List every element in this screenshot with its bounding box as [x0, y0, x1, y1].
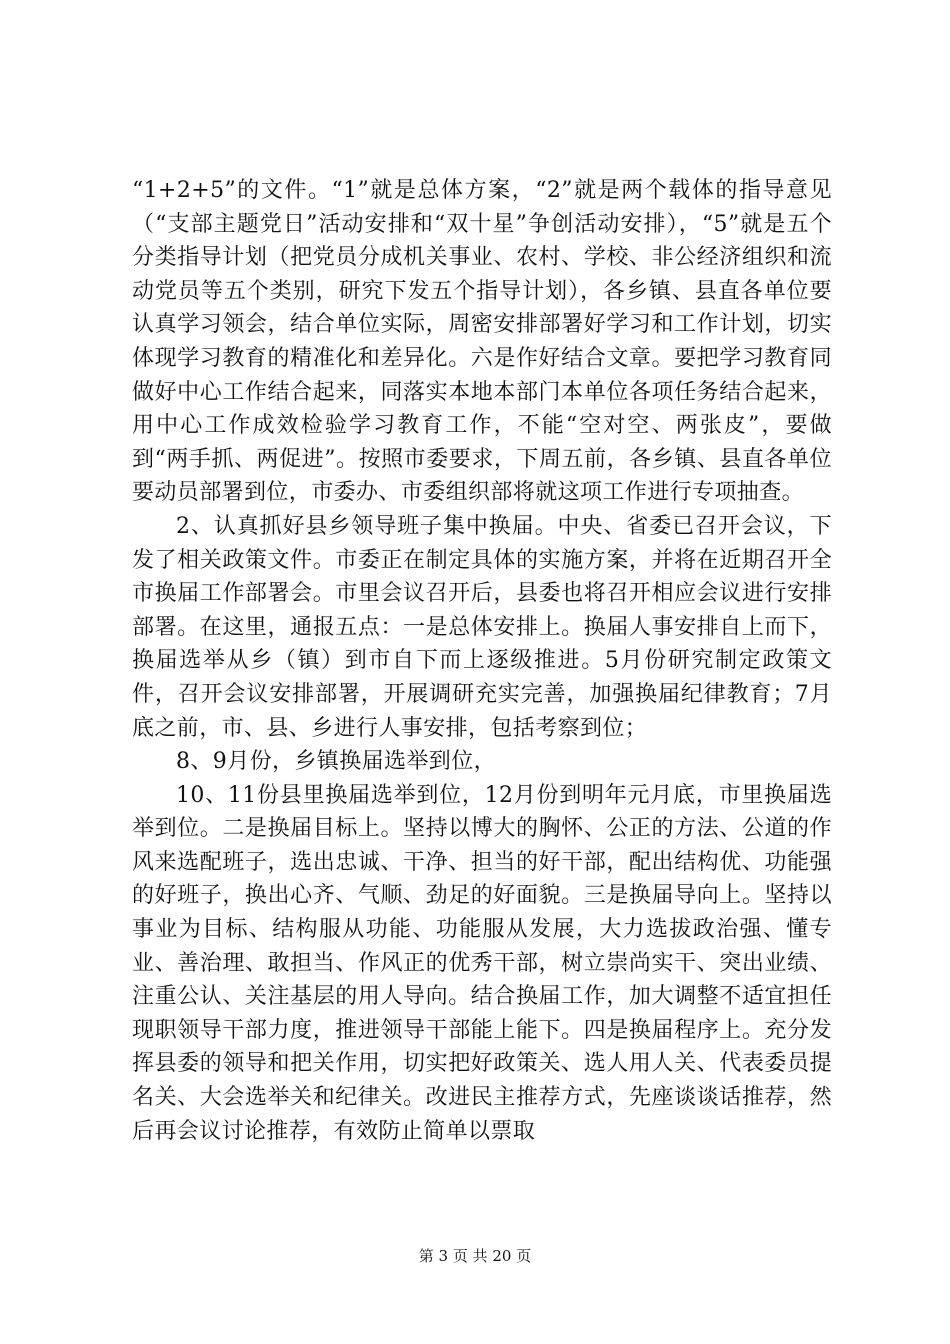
- paragraph-1: “1+2+5”的文件。“1”就是总体方案，“2”就是两个载体的指导意见（“支部主题党日”活动安排和“双十星”争创活动安排），“5”就是五个分类指导计划（把党员分成机关事业、农村、学校、非公经济组织和流动党员等五个类别，研究下发五个指导计划），各乡镇、县直各单位要认真学习领会，结合单位实际，周密安排部署好学习和工作计划，切实体现学习教育的精准化和差异化。六是作好结合文章。要把学习教育同做好中心工作结合起来，同落实本地本部门本单位各项任务结合起来，用中心工作成效检验学习教育工作，不能“空对空、两张皮”，要做到“两手抓、两促进”。按照市委要求，下周五前，各乡镇、县直各单位要动员部署到位，市委办、市委组织部将就这项工作进行专项抽查。: [132, 178, 832, 506]
- paragraph-4: 10、11份县里换届选举到位，12月份到明年元月底，市里换届选举到位。二是换届目标上。坚持以博大的胸怀、公正的方法、公道的作风来选配班子，选出忠诚、干净、担当的好干部，配出结构优、功能强的好班子，换出心齐、气顺、劲足的好面貌。三是换届导向上。坚持以事业为目标、结构服从功能、功能服从发展，大力选拔政治强、懂专业、善治理、敢担当、作风正的优秀干部，树立崇尚实干、突出业绩、注重公认、关注基层的用人导向。结合换届工作，加大调整不适宜担任现职领导干部力度，推进领导干部能上能下。四是换届程序上。充分发挥县委的领导和把关作用，切实把好政策关、选人用人关、代表委员提名关、大会选举关和纪律关。改进民主推荐方式，先座谈谈话推荐，然后再会议讨论推荐，有效防止简单以票取: [132, 782, 832, 1144]
- document-body: [132, 174, 832, 1148]
- page-number: 第 3 页 共 20 页: [418, 1247, 532, 1265]
- paragraph-2: 2、认真抓好县乡领导班子集中换届。中央、省委已召开会议，下发了相关政策文件。市委正在制定具体的实施方案，并将在近期召开全市换届工作部署会。市里会议召开后，县委也将召开相应会议进行安排部署。在这里，通报五点：一是总体安排上。换届人事安排自上而下，换届选举从乡（镇）到市自下而上逐级推进。5月份研究制定政策文件，召开会议安排部署，开展调研充实完善，加强换届纪律教育；7月底之前，市、县、乡进行人事安排，包括考察到位；: [132, 513, 832, 741]
- paragraph-3: 8、9月份，乡镇换届选举到位，: [176, 749, 496, 775]
